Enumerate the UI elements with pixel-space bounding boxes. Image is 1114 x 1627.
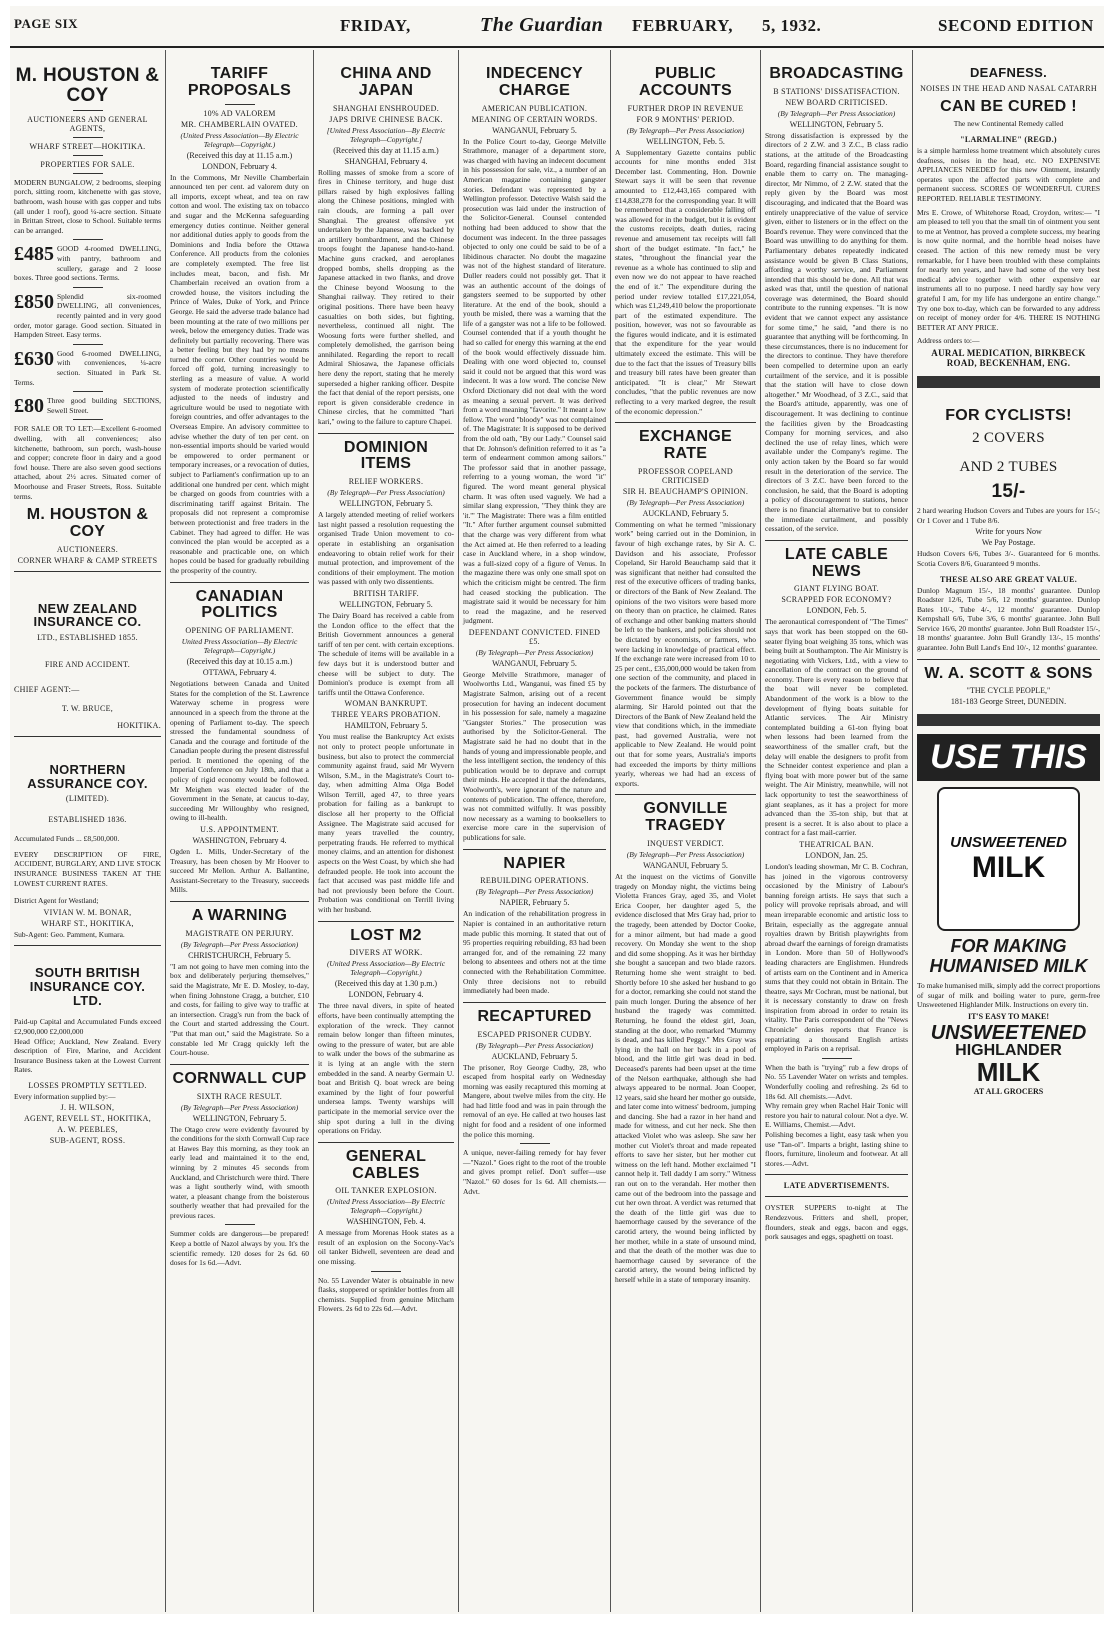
recaptured-credit: (By Telegraph—Per Press Association) xyxy=(475,1040,594,1050)
divider xyxy=(371,1271,401,1272)
cornwall-dateline: WELLINGTON, February 5. xyxy=(192,1113,287,1123)
milk-making: FOR MAKING HUMANISED MILK xyxy=(929,936,1088,977)
late-cable-sub2: SCRAPPED FOR ECONOMY? xyxy=(781,595,892,605)
divider xyxy=(765,1174,908,1175)
divider xyxy=(14,945,161,946)
divider xyxy=(14,571,161,572)
northern-title: NORTHERN ASSURANCE COY. xyxy=(27,761,148,791)
tariff-body: In the Commons, Mr Neville Chamberlain announced ten per cent. ad valorem duty on all imports, except wheat, and tea on raw cotton and wool. The existing tax on tobacco and sugar and the McKenna safeguarding emergency duties continue. Neither general nor additional duties apply to goods from the Dominions and India before the Ottawa Conference. All products from the colonies are completely exempted. The free list includes meat, bacon, and fish. Mr Chamberlain received an ovation from a crowded house, the visitors including the Prince of Wales, Duke of York, and Prince George. He said the adverse trade balance had been mounting at the rate of two millions per week, below the emergency duties. Trade was definitely but partially recovering. There was a better feeling but they had by no means turned the corner. Other countries would be forced off gold, turning increasingly to sterling as a measure of value. A world system of moderate protection scientifically adjusted to the needs of industry and agriculture would be used to negotiate with foreign countries, and offer advantages to the Overseas Empire. An advisory committee to advise whether the duty of ten per cent. on non-essential imports should be varied would be empowered to order permanent or temporary increases, or a revocation of duties, subject to Parliament's confirmation up to an additional one hundred per cent. which might be charged on goods from countries with a discriminating tariff against Britain. The proposals did not represent a compromise between protectionist and free traders in the Cabinet. They had agreed to differ. He was convinced the plan would be accepted as a reasonable and practicable one, on which hopes could be based for gradually rebuilding the prosperity of the country. xyxy=(170,172,309,575)
column-5 xyxy=(610,50,760,1612)
gonville-sub1: INQUEST VERDICT. xyxy=(647,839,724,849)
indecency-headline: INDECENCY CHARGE xyxy=(486,65,583,99)
broadcast-body: Strong dissatisfaction is expressed by the directors of 2 Z.W. and 3 Z.C., B class radio stations, at the attitude of the Broadcasting Board, regarding financial assistance sought to enable them to carry on. The managing-director, Mr Nimmo, of 2 Z.W. stated that the reply given by the Board was most discouraging, and indicated that the Board was entirely unappreciative of the value of service given, either to listeners or in the effect on the Board's revenue. They were convinced that the Board was unwilling to do anything for them. Parliamentary debates repeatedly indicated assistance would be given B Class Stations, affording a worthy service, and Parliament intended that this should be done. All that was asked was that, until the question of national coverage was determined, the Board should contribute to the running expenses. "It is now evident that we cannot expect any assistance for some time," he said, "and there is no guarantee that anything will be forthcoming. In these circumstances, there is no inducement for the directors to continue. They have therefore been compelled to determine upon an early curtailment of the service, and it is possible that the station will have to close down altogether." Mr Woodhead, of 3 Z.C., said that the Board's attitude, apparently, was one of discouragement. It was declining to continue the facilities given by the Broadcasting Company for morning services, and also declined the use of relay lines, which were available under the Company's regime. The only action taken by the Board so far would result in the deterioration of the service. The directors of 3 Z.C. have been forced to the conclusion, he said, that the Board is adopting a policy of discouragement to stations, hence there is no financial alternative but to consider the immediate curtailment, and possibly cessation, of the service. xyxy=(765,130,908,534)
divider xyxy=(615,422,756,423)
divider xyxy=(225,104,255,105)
column-1 xyxy=(10,50,165,1612)
accounts-credit: (By Telegraph—Per Press Association) xyxy=(626,125,745,135)
convicted-credit: (By Telegraph—Per Press Association) xyxy=(475,647,594,657)
lost-m2-credit: (United Press Association—By Electric Telegraph—Copyright.) xyxy=(326,959,446,978)
cables-sub1: OIL TANKER EXPLOSION. xyxy=(335,1186,437,1196)
milk-grocers: AT ALL GROCERS xyxy=(973,1086,1044,1096)
recaptured-sub1: ESCAPED PRISONER CUDBY. xyxy=(477,1029,592,1039)
divider xyxy=(463,1002,606,1003)
deafness-sub: NOISES IN THE HEAD AND NASAL CATARRH xyxy=(920,83,1097,93)
dominion-sub1: RELIEF WORKERS. xyxy=(348,477,424,487)
masthead-date: 5, 1932. xyxy=(762,16,822,35)
masthead-month: FEBRUARY, xyxy=(632,16,734,35)
price-485: £485 xyxy=(14,243,54,266)
milk-advert xyxy=(917,734,1100,781)
divider xyxy=(73,287,103,288)
northern-subagent: Sub-Agent: Geo. Pamment, Kumara. xyxy=(14,929,125,939)
listing-485-text: GOOD 4-roomed DWELLING, with pantry, bathroom and scullery, garage and 2 loose boxes. Three good sections. Terms. xyxy=(14,244,161,283)
exchange-credit: (By Telegraph—Per Press Association) xyxy=(626,497,745,507)
nz-fire: FIRE AND ACCIDENT. xyxy=(44,659,131,669)
divider xyxy=(225,1224,255,1225)
us-body: Ogden L. Mills, Under-Secretary of the Treasury, has been chosen by Mr Hoover to succeed Mr Mellon. Arthur A. Ballantine, Assistant-Secretary to the Treasury, succeeds Mills. xyxy=(170,847,309,895)
china-headline: CHINA AND JAPAN xyxy=(340,65,432,99)
cornwall-headline: CORNWALL CUP xyxy=(172,1069,307,1087)
column-3 xyxy=(313,50,458,1612)
masthead-edition: SECOND EDITION xyxy=(938,16,1094,35)
warning-sub1: MAGISTRATE ON PERJURY. xyxy=(185,928,294,938)
indecency-sub2: MEANING OF CERTAIN WORDS. xyxy=(471,114,598,124)
accounts-body: A Supplementary Gazette contains public accounts for nine months ended 31st December last. Commenting, Hon. Downie Stewart says it will be seen that revenue amounted to £12,443,165 compared with £14,838,278 for the corresponding year. It will be remembered that a considerable falling off was allowed for in the budget, but it is evident the customs receipts, death duties, racing revenue and amusement tax receipts will fall short of the budget estimate. "In fact," he states, "throughout the financial year the revenue as a whole has continued to slip and even now we do not appear to have reached the end of it." The expenditure during the period under review totalled £17,221,054, which was £1,249,410 below the proportionate part of the estimated expenditure. The position, however, was not so favourable as the figures would indicate, and it is estimated that the expenditure for the year would ultimately exceed the estimate. This will be due to the fact that the issues of Treasury bills and treasury bill rates have been greater than anticipated. "It is clear," Mr Stewart concludes, "that the public revenues are now reflecting to a very marked degree, the result of the economic depression." xyxy=(615,147,757,416)
cyclists-list2: Dunlop Magnum 15/-, 18 months' guarantee. Dunlop Roadster 12/6, Tube 5/6, 12 months' guarantee. Dunlop Bates 10/-, Tube 4/-, 12 months' guarantee. Dunlop Kempshall 6/6, Tube 3/6, 6 months' guarantee. John Bull Service 16/6, 20 months' guarantee. John Bull Roadster 15/-, 18 months' guarantee. John Bull Grandly 13/-, 15 months' guarantee. John Bull Land's End 10/-, 12 months' guarantee. xyxy=(917,585,1100,653)
cornwall-sub1: SIXTH RACE RESULT. xyxy=(196,1091,283,1101)
recaptured-headline: RECAPTURED xyxy=(477,1007,592,1025)
deafness-body: is a simple harmless home treatment which absolutely cures deafness, noises in the head, etc. NO EXPENSIVE APPLIANCES NEEDED for this new Ointment, instantly operates upon the affected parts with complete and permanent success. SCORES OF WONDERFUL CURES REPORTED. RELIABLE TESTIMONY. xyxy=(917,146,1100,203)
price-630: £630 xyxy=(14,347,54,370)
theatre-dateline: LONDON, Jan. 25. xyxy=(805,850,868,860)
masthead xyxy=(10,6,1104,48)
milk-easy: IT'S EASY TO MAKE! xyxy=(968,1011,1049,1021)
china-received: (Received this day at 11.15 a.m.) xyxy=(333,145,439,155)
broadcast-credit: (By Telegraph—Per Press Association) xyxy=(777,108,896,118)
divider xyxy=(318,1142,454,1143)
divider xyxy=(318,433,454,434)
recaptured-dateline: AUCKLAND, February 5. xyxy=(491,1051,578,1061)
milk-brand1: UNSWEETENED xyxy=(930,1021,1087,1044)
divider xyxy=(170,1064,309,1065)
south-british-title: SOUTH BRITISH INSURANCE COY. LTD. xyxy=(29,965,146,1008)
british-tariff-body: The Dairy Board has received a cable from the London office to the effect that the British Government announces a general tariff of ten per cent. with certain exceptions. The schedule of items will be available in a few days but it is understood butter and cheese will be subject to duty. The Dominion's produce is exempt from all tariffs until the Ottawa Conference. xyxy=(318,610,454,697)
theatre-title: THEATRICAL BAN. xyxy=(799,839,874,849)
lost-m2-body: The three naval divers, in spite of heated efforts, have been continually attempting the exploration of the wreck. They cannot remain below longer than fifteen minutes, owing to the pressure of water, but are able to walk under the bows of the submarine as it is lying at an angle with the stern embedded in the sand. A nearby Germain U. boat and British Q. boat wreck are being examined by the light of four powerful undersea lamps. Twenty warships will participate in the memorial service over the ship spot during a lull in the diving operations on Friday. xyxy=(318,1001,454,1136)
indecency-body: In the Police Court to-day, George Melville Strathmore, manager of a department store, was charged with having an indecent document in his possession for sale, viz., a number of an American magazine containing gangster stories. Defendant was represented by a Wellington professor. Detective Walsh said the prosecution was laid under the instruction of the Solicitor-General. Counsel contended nothing had been adduced to show that the document was indecent. In the three passages objected to only one could be said to be of a libidinous character. No doubt the magazine was not of the highest standard of literature. Duller readers could not possibly get. That it was an authentic account of the doings of gangsters seemed to be supported by other literature. At the end of the book, should a youth be misled, there was a warning that the life of a gangster was not a life to be followed. Counsel contended that if a youth thought he had so called for energy this warning at the end of the book would effectively dissuade him. Dealing with one word objected to, counsel said it could not be argued that this word was indecent. It was a low word. The concise New Oxford Dictionary did not deal with the word as meaning a sexual pervert. It was derived from a word meaning "favorite." It meant a low fellow. The word "bloody" was not complained of. The Magistrate: It is supposed to be derived from the old oath, "By our Lady." Counsel said that Dr. Johnson's definition referred to it as "a term of endearment common among sailors." The professor said that in another passage, referring to a young woman, the word "it" figured. The word meant general physical charm. It was often used vaguely. We had a similar slang expression, "They think they are 'it.'" The Magistrate: There was a film entitled "It." After further argument counsel submitted that the charge was very different from what the Act aimed at. He then referred to a leading case in Auckland where, in a shop window, was a full-sized copy of a figure of Venus. In the magazine there was only one small spot on which the criticism might be centred. The firm had ceased stocking the publication. The magistrate said it would be necessary for him to read the magazine, and he reserved judgment. xyxy=(463,136,606,626)
napier-body: An indication of the rehabilitation progress in Napier is contained in an authoritative return made public this morning. It stated that out of 95 properties requiring rebuilding, 83 had been arranged for, and of the remaining 22 many belong to absentees and others not at the time connected with the Rehabilitation Committee. Only three decisions not to rebuild immediately had been made. xyxy=(463,909,606,996)
listing-80-text: Three good building SECTIONS, Sewell Street. xyxy=(47,396,161,415)
divider xyxy=(765,1196,908,1197)
milk-brand3: MILK xyxy=(976,1056,1041,1087)
divider xyxy=(318,921,454,922)
nz-agent-label: CHIEF AGENT:— xyxy=(14,684,80,694)
napier-sub1: REBUILDING OPERATIONS. xyxy=(480,876,589,886)
northern-district: District Agent for Westland; xyxy=(14,896,99,906)
canadian-body: Negotiations between Canada and United States for the completion of the St. Lawrence Waterway scheme in progress were announced in a speech from the throne at the opening of Parliament to-day. The speech stressed the fundamental soundness of Canada and the courage and fortitude of the Canadian people during the present distressful period. It mentioned the opening of the Imperial Conference on July 18th, and that a policy of rigid economy would be followed. Mr Meighen was elected leader of the Government in the Senate, at caucus to-day, succeeding Mr Willoughby who resigned, owing to ill-health. xyxy=(170,679,309,823)
gonville-credit: (By Telegraph—Per Press Association) xyxy=(626,850,745,860)
northern-established: ESTABLISHED 1836. xyxy=(48,815,127,825)
south-british-agent3: A. W. PEEBLES, xyxy=(57,1125,118,1135)
lost-m2-dateline: LONDON, February 4. xyxy=(348,990,424,1000)
cyclists-tubes: AND 2 TUBES xyxy=(959,459,1058,476)
divider xyxy=(917,659,1100,660)
houston2-sub: AUCTIONEERS. xyxy=(56,544,119,554)
convicted-body: George Melville Strathmore, manager of Woolworths Ltd., Wanganui, was fined £5 by Magistrate Salmon, arising out of a recent prosecution for having an indecent document in his possession for sale, namely a magazine "Gangster Stories." The prosecution was authorised by the Solicitor-General. The Magistrate said he had no doubt that in the hands of young and impressionable people, and the less intelligent section, the tendency of this publication would be to deprave and corrupt their minds. He accepted it that the defendants, Woolworth's, were ignorant of the nature and contents of publication. The offence, therefore, was not committed wilfully. It was possibly now necessary as a warning to booksellers to exercise more care in the supervision of publications for sale. xyxy=(463,669,606,842)
china-body: Rolling masses of smoke from a score of fires in Chinese territory, and huge dust pillars raised by high explosives falling along the Chinese positions, mingled with rain clouds, are forming a pall over Shanghai. The greatest offensive yet undertaken by the Japanese, was backed by an artillery bombardment, and the Chinese troops fought the Japanese hand-to-hand. Machine guns cracked, and aeroplanes dropped bombs, shells dropping as the Japanese attacked in two flanks, and drove the Chinese beyond Woosung to the Shanghai railway. They retired to their original positions. There have been heavy casualties on both sides, but fighting, nevertheless, continued all night. The Woosung forts were further shelled, and completely demolished, the garrison being annihilated. Regarding the report to recall Admiral Shiosawa, the Japanese officials here deny the report, stating that he merely superseded a higher ranking officer. Despite the fact that denial of the report persists, one report is given considerable credence in Chinese circles, that he committed "hari kari," owing to the failure to capture Chapei. xyxy=(318,167,454,427)
nz-town: HOKITIKA. xyxy=(117,720,161,730)
divider xyxy=(615,794,756,795)
late-cable-body: The aeronautical correspondent of "The Times" says that work has been stopped on the 60-seater flying boat weighing 35 tons, which was being built at Southampton. The Air Ministry is negotiating with Vickers, Ltd., with a view to cancellation of the contract on the ground of economy. There is every reason to believe that the boat will never be completed. Abandonment of the work is a blow to the development of flying boats suitable for Atlantic services. The Air Ministry contemplated building a 61-ton flying boat when lessons had been learned from the seaworthiness of the smaller craft, but the delay will enable the designers to profit from the Schneider contest experience and plan a flying boat with more power but of the same weight. The Air Ministry, meanwhile, will not lack opportunity to test the seaworthiness of giant seaplanes, as it has a project for more advanced than the 35-ton ship, but that at present is a secret. It is also about to place a contract for a fast mail-carrier. xyxy=(765,617,908,838)
northern-ltd: (LIMITED). xyxy=(65,794,110,804)
broadcast-sub1: B STATIONS' DISSATISFACTION. xyxy=(773,86,900,96)
deafness-name: "LARMALINE" (REGD.) xyxy=(960,135,1057,145)
houston-sub: AUCTIONEERS AND GENERAL AGENTS, xyxy=(27,114,148,133)
convicted-title: DEFENDANT CONVICTED. FINED £5. xyxy=(468,627,601,646)
probation-body: You must realise the Bankruptcy Act exists not only to protect people unfortunate in business, but also to protect the commercial community against fraud, said Mr Wyvern Wilson, S.M., in the Magistrate's Court to-day, when admitting Alma Olga Bodel Wilson Terrill, aged 47, to three years probation for failing as a bankrupt to disclose all her property to the Official Assignee. The Magistrate said accused for many years travelled the country, perpetrating frauds. He referred to mythical money claims, and an attention for dishonest aspects on the West Coast, by which she had defrauded people. He took into account the fact that accused was past middle life and had not previously been before the Court. Probation was conditional on Terrill living with her husband. xyxy=(318,732,454,914)
broadcast-dateline: WELLINGTON, February 5. xyxy=(789,119,884,129)
milk-use-this: USE THIS xyxy=(930,738,1087,777)
late-cable-sub1: GIANT FLYING BOAT. xyxy=(794,584,879,594)
milk-body: To make humanised milk, simply add the correct proportions of sugar of milk and boiling water to pure, germ-free Unsweetened Highlander Milk. Instructions on every tin. xyxy=(917,981,1100,1010)
bungalow-listing: MODERN BUNGALOW, 2 bedrooms, sleeping porch, sitting room, kitchenette with gas stove, bathroom, wash house with gas copper and tubs (all under 1 roof), good ¼-acre section. Situate in Brittan Street, close to School. Suitable terms can be arranged. xyxy=(14,177,161,235)
rachel-advert: Why remain grey when Rachel Hair Tonic will restore you hair to natural colour. Not a dye. W. E. Williams, Chemist.—Advt. xyxy=(765,1101,908,1130)
china-sub2: JAPS DRIVE CHINESE BACK. xyxy=(329,114,443,124)
broadcast-headline: BROADCASTING xyxy=(769,65,904,82)
cornwall-credit: (By Telegraph—Per Press Association) xyxy=(180,1102,299,1112)
south-british-capital: Paid-up Capital and Accumulated Funds exceed £2,900,000 £2,000,000 xyxy=(14,1017,161,1036)
probation-dateline: HAMILTON, February 5. xyxy=(344,721,428,731)
houston2-address: CORNER WHARF & CAMP STREETS xyxy=(17,555,158,565)
napier-credit: (By Telegraph—Per Press Association) xyxy=(475,887,594,897)
milk-brand2: HIGHLANDER xyxy=(955,1041,1062,1059)
canadian-credit: United Press Association—By Electric Telegraph—Copyright.) xyxy=(181,637,298,656)
exchange-headline: EXCHANGE RATE xyxy=(638,428,733,463)
warning-dateline: CHRISTCHURCH, February 5. xyxy=(188,950,291,960)
colds-advert: Summer colds are dangerous—be prepared! Keep a bottle of Nazol always by you. It's the scientific remedy. 120 doses for 2s 6d. 60 doses for 1s 6d.—Advt. xyxy=(170,1229,309,1268)
nz-agent: T. W. BRUCE, xyxy=(61,703,114,713)
listing-630 xyxy=(14,349,161,387)
northern-address: WHARF ST., HOKITIKA, xyxy=(41,918,134,928)
tariff-sub2: MR. CHAMBERLAIN OVATED. xyxy=(181,119,298,129)
houston-address: WHARF STREET—HOKITIKA. xyxy=(29,141,146,151)
bankrupt-title: WOMAN BANKRUPT. xyxy=(344,699,428,709)
lost-m2-headline: LOST M2 xyxy=(350,926,422,944)
cables-body: A message from Morenas Hook states as a result of an explosion on the Socony-Vac's oil tanker Bidwell, seventeen are dead and one missing. xyxy=(318,1228,454,1267)
cables-dateline: WASHINGTON, Feb. 4. xyxy=(346,1217,426,1227)
listing-630-text: Good 6-roomed DWELLING, with conveniences, ¼-acre section. Situated in Park St. Terms. xyxy=(14,348,161,387)
masthead-paper: The Guardian xyxy=(480,14,604,36)
nz-established: LTD., ESTABLISHED 1855. xyxy=(37,632,138,642)
lost-m2-received: (Received this day at 1.30 p.m.) xyxy=(334,979,438,989)
gonville-body: At the inquest on the victims of Gonville tragedy on Monday night, the victims being Violetta Frances Gray, aged 35, and Violet Erica Cooper, her daughter aged 5, the evidence disclosed that Mrs Gray had, prior to the tragedy, been attended by Doctor Cooke, for a minor ailment, but had made a good recovery. On Monday she went to the shop and did some shopping. As it was her birthday she bought a saucepan and two blade razors. Returning home she went straight to bed. Shortly before 10 she asked her husband to go for a doctor, remarking she could not stand the pain much longer. During the absence of her husband the tragedy was committed. Returning, he found the eldest girl, Joan, standing at the door, who remarked "Mummy is dead, and has killed Peggy." Mrs Gray was lying in the hall on her back in a pool of blood, and the little girl was dead in bed. Deceased's parents had been upset at the time of the Nelson earthquake, although she had always appeared to be normal. Joan Cooper, 12 years, said she heard her mother go outside, and later come into witness' bedroom, jumping and dancing. She had a razor in her hand and made for witness, and cut her neck. She then attacked Violet who was asleep. She saw her mother cut Violet's throat and made repeated efforts to save her sister, but her mother cut witness on the left hand. Mother exclaimed "I cannot help it. Tell daddy I am sorry." Witness ran out on to the verandah. Her mother then came out of the bedroom into the passage and cut her own throat. A verdict was returned that the death of the little girl was due to haemorrhage caused by the severance of the carotid artery, the wound being inflicted by her mother, while in a state of unsound mind, and that the death of the mother was due to haemorrhage caused by severance of the carotid artery, the wound being inflicted by herself while in a state of temporary insanity. xyxy=(615,872,756,1284)
british-tariff-dateline: WELLINGTON, February 5. xyxy=(339,599,433,609)
divider xyxy=(463,849,606,850)
accounts-sub1: FURTHER DROP IN REVENUE xyxy=(627,103,744,113)
tariff-headline: TARIFF PROPOSALS xyxy=(187,65,292,99)
south-british-info: Every information supplied by:— xyxy=(14,1091,116,1101)
china-credit: [United Press Association—By Electric Telegraph—Copyright.] xyxy=(326,125,446,144)
broadcast-sub2: NEW BOARD CRITICISED. xyxy=(785,97,888,107)
deafness-title: DEAFNESS. xyxy=(969,65,1048,80)
convicted-dateline: WANGANUI, February 5. xyxy=(492,658,577,668)
late-ads-title: LATE ADVERTISEMENTS. xyxy=(783,1181,890,1191)
south-british-agent4: SUB-AGENT, ROSS. xyxy=(49,1136,126,1146)
milk-can-label2: MILK xyxy=(971,850,1046,884)
napier-headline: NAPIER xyxy=(503,854,566,872)
cyclists-title: FOR CYCLISTS! xyxy=(945,406,1072,424)
south-british-office: Head Office; Auckland, New Zealand. Every description of Fire, Marine, and Accident Insurance Business taken at the Lowest Current Rates. xyxy=(14,1036,161,1075)
masthead-day: FRIDAY, xyxy=(340,16,411,35)
column-6 xyxy=(760,50,912,1612)
cyclists-price: 15/- xyxy=(991,481,1026,503)
northern-agent: VIVIAN W. M. BONAR, xyxy=(43,907,132,917)
tariff-credit: (United Press Association—By Electric Telegraph—Copyright.) xyxy=(180,130,299,149)
northern-desc: EVERY DESCRIPTION OF FIRE, ACCIDENT, BURGLARY, AND LIVE STOCK INSURANCE BUSINESS TAKEN AT THE LOWEST CURRENT RATES. xyxy=(14,849,161,888)
listing-850 xyxy=(14,292,161,340)
cyclists-value: THESE ALSO ARE GREAT VALUE. xyxy=(939,574,1078,584)
accounts-dateline: WELLINGTON, Feb. 5. xyxy=(646,136,725,146)
deafness-remedy: The new Continental Remedy called xyxy=(953,119,1064,129)
lavender-advert: No. 55 Lavender Water is obtainable in new flasks, stoppered or sprinkler bottles from all chemists. Supplied from genuine Mitcham Flowers. 2s 6d to 22s 6d.—Advt. xyxy=(318,1275,454,1314)
south-british-agent2: AGENT, REVELL ST., HOKITIKA, xyxy=(23,1114,152,1124)
canadian-dateline: OTTAWA, February 4. xyxy=(202,668,277,678)
divider xyxy=(73,239,103,240)
tariff-sub1: 10% AD VALOREM xyxy=(203,108,276,118)
cyclists-covers: 2 COVERS xyxy=(972,429,1045,446)
canadian-received: (Received this day at 10.15 a.m.) xyxy=(186,657,293,667)
newspaper-page xyxy=(10,6,1104,1614)
dominion-body: A largely attended meeting of relief workers last night passed a resolution requesting the organised Trade Union movement to co-operate in establishing an organisation endeavoring to obtain relief work for their mutual protection, and improvement of the conditions of their employment. The motion was passed with only two dissentients. xyxy=(318,510,454,587)
column-7 xyxy=(912,50,1104,1612)
warning-body: "I am not going to have men coming into the box and deliberately perjuring themselves," said the Magistrate, Mr E. D. Mosley, to-day, when fining Johnstone Cragg, a butcher, £10 and costs, for failing to give way to traffic at an intersection. Cragg's run from the back of the Court and started addressing the Court. "Put that man out," said the Magistrate. So a constable led Mr Cragg quickly left the Court-house. xyxy=(170,961,309,1058)
divider xyxy=(73,419,103,420)
south-british-losses: LOSSES PROMPTLY SETTLED. xyxy=(28,1080,147,1090)
canadian-sub1: OPENING OF PARLIAMENT. xyxy=(185,626,294,636)
accounts-headline: PUBLIC ACCOUNTS xyxy=(638,65,733,99)
scott-sub: "THE CYCLE PEOPLE," xyxy=(966,686,1051,696)
polish-advert: Polishing becomes a light, easy task when you use "Tan-ol". Imparts a bright, lasting shine to floors, furniture, linoleum and footwear. At all stores.—Advt. xyxy=(765,1130,908,1168)
gonville-dateline: WANGANUI, February 5. xyxy=(643,861,728,871)
to-let-listing: FOR SALE OR TO LET:—Excellent 6-roomed dwelling, with all conveniences; also kitchenette, bathroom, sun porch, wash-house and copper; concrete floor in dairy and a good fowl house. There are also seven good sections attached, about 2½ acres. Situated corner of Moorhouse and Fraser Streets, Ross. Suitable terms. xyxy=(14,424,161,501)
divider xyxy=(73,173,103,174)
napier-dateline: NAPIER, February 5. xyxy=(499,898,570,908)
cyclists-postage: We Pay Postage. xyxy=(981,538,1036,548)
listing-485 xyxy=(14,244,161,282)
oyster-advert: OYSTER SUPPERS to-night at The Rendezvous. Fritters and shell, proper, flounders, steak and eggs, bacon and eggs, pork sausages and eggs, spaghetti on toast. xyxy=(765,1203,908,1242)
milk-can-image xyxy=(937,787,1080,931)
divider xyxy=(73,110,103,111)
dominion-dateline: WELLINGTON, February 5. xyxy=(339,499,433,509)
south-british-agent1: J. H. WILSON, xyxy=(60,1103,115,1113)
deafness-cure: CAN BE CURED ! xyxy=(940,97,1077,115)
cables-credit: (United Press Association—By Electric Telegraph—Copyright.) xyxy=(326,1197,446,1216)
deafness-address: AURAL MEDICATION, BIRKBECK ROAD, BECKENHAM, ENG. xyxy=(931,347,1086,368)
accounts-sub2: FOR 9 MONTHS' PERIOD. xyxy=(636,114,735,124)
late-cable-headline: LATE CABLE NEWS xyxy=(784,545,889,580)
warning-credit: (By Telegraph—Per Press Association) xyxy=(180,939,299,949)
price-850: £850 xyxy=(14,290,54,313)
houston2-title: M. HOUSTON & COY xyxy=(26,506,149,540)
china-sub1: SHANGHAI ENSHROUDED. xyxy=(333,103,439,113)
exchange-sub1: PROFESSOR COPELAND CRITICISED xyxy=(638,466,733,485)
divider xyxy=(765,540,908,541)
cables-headline: GENERAL CABLES xyxy=(345,1147,427,1182)
divider-bar xyxy=(917,714,1100,726)
tariff-received: (Received this day at 11.15 a.m.) xyxy=(186,150,293,160)
nazol-advert: A unique, never-failing remedy for hay fever—"Nazol." Goes right to the root of the trouble and gives prompt relief. Don't suffer—use "Nazol." 60 doses for 1s 6d. All chemists.—Advt. xyxy=(463,1148,606,1196)
page-number: PAGE SIX xyxy=(14,16,79,31)
divider xyxy=(822,1058,852,1059)
exchange-sub2: SIR H. BEAUCHAMP'S OPINION. xyxy=(622,486,749,496)
divider xyxy=(520,1143,550,1144)
cyclists-write: Write for yours Now xyxy=(975,527,1042,537)
milk-can-label1: UNSWEETENED xyxy=(950,833,1067,851)
properties-for-sale: PROPERTIES FOR SALE. xyxy=(40,159,135,169)
houston-title: M. HOUSTON & COY xyxy=(15,65,160,106)
cyclists-list: Hudson Covers 6/6, Tubes 3/-. Guaranteed for 6 months. Scotia Covers 8/6, Guaranteed 9 months. xyxy=(917,549,1100,568)
probation-title: THREE YEARS PROBATION. xyxy=(331,710,441,720)
divider xyxy=(73,391,103,392)
dominion-headline: DOMINION ITEMS xyxy=(343,438,429,473)
exchange-dateline: AUCKLAND, February 5. xyxy=(642,508,729,518)
exchange-body: Commenting on what he termed "missionary work" being carried out in the Dominion, in favour of high exchange rates, by Sir A. C. Davidson and his associate, Professor Copeland, Sir Harold Beauchamp said that it was significant that neither had consulted the rest of the executive officers of trading banks, or directors of the Bank of New Zealand. The opinions of the two visitors were based more on theory than on practice, he claimed. Rates of exchange and other banking matters should be left to the bankers, and policies should not be dictated by economists, or farmers, who were lacking in knowledge of practical effect. If the exchange rate were increased from 10 to 25 per cent., £35,000,000 would be taken from one section of the community, and placed in the pockets of the farmers. The disturbance of Government finance would be simply alarming. Sir Harold pointed out that the Directors of the Bank of New Zealand held the view that conditions which, in the immediate past, had governed Australia, were not applicable to New Zealand. He would point out that for some years, Australia's imports had exceeded the imports by thirty millions yearly, whereas we had had an excess of exports. xyxy=(615,519,756,788)
column-2 xyxy=(165,50,313,1612)
divider xyxy=(170,582,309,583)
canadian-headline: CANADIAN POLITICS xyxy=(195,587,284,622)
price-80: £80 xyxy=(14,395,44,418)
gonville-headline: GONVILLE TRAGEDY xyxy=(643,800,728,835)
listing-850-text: Splendid six-roomed DWELLING, all conveniences, recently painted and in very good order, motor garage. Good section. Situated in Hampden Street. Easy terms. xyxy=(14,291,161,340)
deafness-address-label: Address orders to:— xyxy=(917,336,980,346)
divider xyxy=(73,344,103,345)
bath-advert: When the bath is "trying" rub a few drops of No. 55 Lavender Water on wrists and temples. Wonderfully cooling and refreshing. 2s 6d to 18s 6d. All chemists.—Advt. xyxy=(765,1062,908,1101)
listing-80 xyxy=(14,395,161,418)
column-4 xyxy=(458,50,610,1612)
divider xyxy=(170,901,309,902)
divider xyxy=(14,736,161,737)
warning-headline: A WARNING xyxy=(191,907,288,924)
recaptured-body: The prisoner, Roy George Cudby, 28, who escaped from hospital early on Wednesday morning was easily recaptured this morning at Mangere, about twelve miles from the city. He had had little food and was in pain through the removal of an eye. He called at two houses last night for food and a resident of one informed the police this morning. xyxy=(463,1062,606,1139)
divider xyxy=(73,137,103,138)
cyclists-detail: 2 hard wearing Hudson Covers and Tubes are yours for 15/-; Or 1 Cover and 1 Tube 8/6. xyxy=(917,506,1100,525)
late-cable-dateline: LONDON, Feb. 5. xyxy=(806,606,867,616)
tariff-dateline: LONDON, February 4. xyxy=(202,161,277,171)
indecency-sub1: AMERICAN PUBLICATION. xyxy=(481,103,588,113)
china-dateline: SHANGHAI, February 4. xyxy=(344,156,428,166)
columns xyxy=(10,50,1104,1612)
indecency-dateline: WANGANUI, February 5. xyxy=(492,125,577,135)
scott-address: 181-183 George Street, DUNEDIN. xyxy=(950,697,1067,707)
theatre-body: London's leading showman, Mr C. B. Cochran, has joined in the vigorous controversy occasioned by the Ministry of Labour's banning foreign artists. He says that such a policy will provoke reprisals abroad, and will mean irreparable economic and artistic loss to Britain, especially as the aggregate annual royalties drawn by British playwrights from abroad dwarf the earnings of foreign dramatists in London. More than 50 of Hollywood's leading characters are Englishmen. Hundreds of artists earn on the Continent and in America sums that they could not obtain in Britain. The theatre, says Mr Cochran, must be national, but it is necessary constantly to draw on fresh inspiration from abroad in order to retain its vitality. The Paris correspondent of the "News Chronicle" denies reports that France is repatriating a thousand English artists employed in Paris on a reprisal. xyxy=(765,861,908,1054)
cornwall-body: The Otago crew were evidently favoured by the conditions for the sixth Cornwall Cup race at Hawes Bay this morning, as they took an early lead and maintained it to the end, winning by 2 minutes 45 seconds from Auckland, and Christchurch were third. There was a light southerly wind, with smooth water, a pleasant change from the boisterous southerly weather that had prevailed for the previous races. xyxy=(170,1124,309,1220)
nz-insurance-title: NEW ZEALAND INSURANCE CO. xyxy=(33,600,142,630)
dominion-credit: (By Telegraph—Per Press Association) xyxy=(327,488,445,498)
divider-bar xyxy=(917,376,1100,388)
northern-funds: Accumulated Funds ... £8,500,000. xyxy=(14,834,120,844)
scott-title: W. A. SCOTT & SONS xyxy=(924,664,1093,682)
deafness-testimony: Mrs E. Crowe, of Whitehorse Road, Croydon, writes:— "I am pleased to tell you that the small tin of ointment you sent to me at Ventnor, has proved a complete success, my hearing is now quite normal, and the horrible head noises have ceased. The action of this new remedy must be very remarkable, for I have been troubled with these complaints for nearly ten years, and have had some of the very best medical advice together with other expensive ear instruments all to no purpose. I need hardly say how very grateful I am, for my life has undergone an entire change." Try one box to-day, which can be forwarded to any address on receipt of money order for 4/6. THERE IS NOTHING BETTER AT ANY PRICE. xyxy=(917,207,1100,332)
british-tariff-title: BRITISH TARIFF. xyxy=(353,588,419,598)
us-dateline: WASHINGTON, February 4. xyxy=(192,836,287,846)
us-appointment-title: U.S. APPOINTMENT. xyxy=(200,825,279,835)
divider xyxy=(73,155,103,156)
lost-m2-sub1: DIVERS AT WORK. xyxy=(349,948,423,958)
